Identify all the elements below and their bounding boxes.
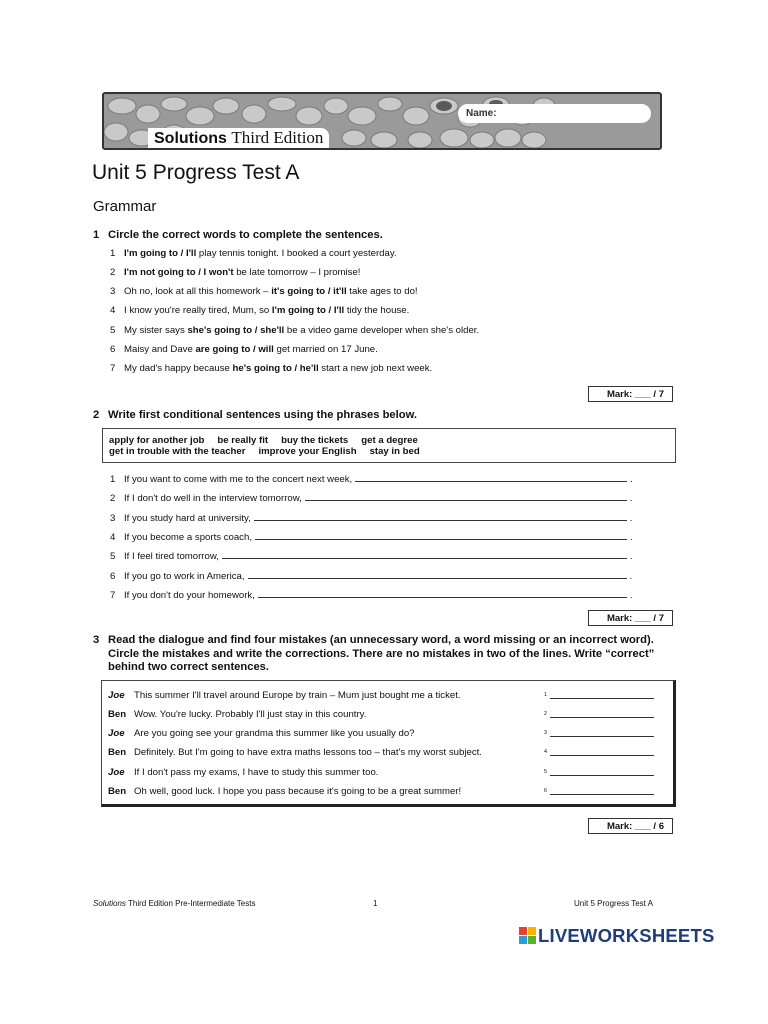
correction-field[interactable]	[544, 785, 654, 797]
q1-item	[110, 286, 418, 297]
phrase: apply for another job	[109, 435, 205, 446]
speaker-name: Ben	[108, 747, 127, 758]
item-number: 3	[110, 286, 116, 297]
item-number: 4	[110, 532, 116, 543]
phrase: get a degree	[361, 435, 418, 446]
correction-field[interactable]	[544, 689, 654, 701]
item-text: If you go to work in America,	[124, 571, 245, 582]
line-text[interactable]: This summer I'll travel around Europe by train – Mum just bought me a ticket.	[134, 690, 461, 701]
item-text-post: get married on 17 June.	[273, 344, 378, 355]
dialogue-line	[108, 767, 378, 778]
correction-line[interactable]	[550, 727, 654, 737]
answer-line[interactable]	[258, 588, 627, 598]
answer-line[interactable]	[355, 472, 627, 482]
correction-field[interactable]	[544, 708, 654, 720]
answer-end-period: .	[630, 474, 633, 485]
item-text: If I feel tired tomorrow,	[124, 551, 219, 562]
q1-item	[110, 248, 397, 259]
phrase: get in trouble with the teacher	[109, 446, 246, 457]
item-number: 2	[110, 267, 116, 278]
answer-end-period: .	[629, 590, 633, 601]
q2-heading	[93, 409, 417, 423]
q3-mark-box: Mark: ___ / 6	[588, 818, 673, 834]
line-text[interactable]: Oh well, good luck. I hope you pass because it's going to be a great summer!	[134, 786, 462, 797]
correction-field[interactable]	[544, 746, 654, 758]
correction-field[interactable]	[544, 727, 654, 739]
item-text-pre: My sister says	[124, 325, 188, 336]
item-text-post: start a new job next week.	[318, 363, 433, 374]
item-number: 5	[110, 551, 116, 562]
section-title: Grammar	[93, 198, 157, 215]
name-label: Name:	[466, 108, 497, 119]
answer-end-period: .	[629, 513, 633, 524]
q2-item	[110, 588, 633, 601]
q2-item	[110, 491, 632, 504]
correction-line[interactable]	[550, 766, 654, 776]
speaker-name: Joe	[108, 690, 125, 701]
answer-end-period: .	[629, 551, 633, 562]
correction-line[interactable]	[550, 708, 654, 718]
item-text-post: be a video game developer when she's older.	[284, 325, 480, 336]
q1-heading	[93, 229, 383, 243]
answer-end-period: .	[629, 532, 633, 543]
page-title: Unit 5 Progress Test A	[92, 161, 300, 184]
liveworksheets-logo-icon	[519, 927, 536, 944]
q2-item	[110, 472, 633, 485]
item-number: 2	[110, 493, 116, 504]
item-number: 6	[110, 344, 116, 355]
q2-number: 2	[93, 409, 100, 421]
item-text-pre: I know you're really tired, Mum, so	[124, 305, 272, 316]
phrase-row-2	[109, 446, 675, 457]
line-text[interactable]: Definitely. But I'm going to have extra maths lessons too – that's my worst subject.	[134, 747, 482, 758]
q3-number: 3	[93, 634, 100, 646]
q2-mark-box: Mark: ___ / 7	[588, 610, 673, 626]
answer-line[interactable]	[248, 569, 627, 579]
item-text-post: tidy the house.	[344, 305, 410, 316]
speaker-name: Ben	[108, 709, 127, 720]
correction-number: 2	[544, 710, 548, 717]
q1-instruction: Circle the correct words to complete the sentences.	[108, 229, 383, 241]
page-number: 1	[373, 899, 378, 908]
dialogue-box	[101, 680, 676, 807]
phrase: improve your English	[258, 446, 357, 457]
q1-item	[110, 344, 378, 355]
item-text-pre: Maisy and Dave	[124, 344, 196, 355]
dialogue-line	[108, 690, 461, 701]
item-number: 1	[110, 248, 116, 259]
item-choice[interactable]: are going to / will	[195, 344, 274, 355]
item-number: 1	[110, 474, 116, 485]
item-number: 4	[110, 305, 116, 316]
item-choice[interactable]: it's going to / it'll	[271, 286, 347, 297]
brand-bold: Solutions	[154, 130, 227, 147]
phrase: stay in bed	[369, 446, 420, 457]
phrase: buy the tickets	[281, 435, 349, 446]
phrase-box	[102, 428, 676, 463]
item-choice[interactable]: she's going to / she'll	[187, 325, 285, 336]
q1-item	[110, 305, 409, 316]
footer-left-italic: Solutions	[93, 899, 126, 908]
dialogue-line	[108, 786, 461, 797]
brand-logo	[148, 128, 329, 148]
item-choice[interactable]: he's going to / he'll	[232, 363, 319, 374]
correction-line[interactable]	[550, 785, 654, 795]
item-choice[interactable]: I'm not going to / I won't	[124, 267, 234, 278]
answer-line[interactable]	[222, 549, 627, 559]
dialogue-line	[108, 747, 482, 758]
speaker-name: Ben	[108, 786, 127, 797]
q1-item	[110, 267, 360, 278]
item-text-post: play tennis tonight. I booked a court yesterday.	[196, 248, 397, 259]
item-choice[interactable]: I'm going to / I'll	[271, 305, 345, 316]
item-number: 5	[110, 325, 116, 336]
correction-line[interactable]	[550, 689, 654, 699]
item-text-pre: My dad's happy because	[124, 363, 233, 374]
q2-item	[110, 549, 633, 562]
q3-instruction-3: behind two correct sentences.	[108, 661, 270, 673]
answer-end-period: .	[629, 571, 633, 582]
item-text: If I don't do well in the interview tomorrow,	[124, 493, 302, 504]
line-text[interactable]: Wow. You're lucky. Probably I'll just stay in this country.	[134, 709, 367, 720]
q3-heading	[93, 634, 654, 675]
answer-line[interactable]	[305, 491, 627, 501]
footer-right: Unit 5 Progress Test A	[574, 899, 653, 908]
q1-item	[110, 363, 432, 374]
q1-item	[110, 325, 479, 336]
q3-instruction-1: Read the dialogue and find four mistakes (an unnecessary word, a word missing or an incorrect word).	[108, 634, 654, 646]
item-number: 7	[110, 590, 116, 601]
item-text-post: take ages to do!	[346, 286, 418, 297]
brand-regular: Third Edition	[231, 128, 324, 147]
q2-item	[110, 530, 633, 543]
q3-instruction-2: Circle the mistakes and write the corrections. There are no mistakes in two of the lines. Write “correct”	[108, 647, 655, 660]
item-choice[interactable]: I'm going to / I'll	[124, 248, 197, 259]
answer-end-period: .	[629, 493, 633, 504]
name-field[interactable]	[458, 104, 651, 123]
liveworksheets-watermark[interactable]	[519, 925, 715, 947]
q2-item	[110, 511, 632, 524]
item-number: 3	[110, 513, 116, 524]
correction-field[interactable]	[544, 766, 654, 778]
answer-line[interactable]	[254, 511, 627, 521]
phrase: be really fit	[217, 435, 269, 446]
item-text: If you study hard at university,	[124, 513, 251, 524]
correction-line[interactable]	[550, 746, 654, 756]
item-number: 6	[110, 571, 116, 582]
q1-number: 1	[93, 229, 100, 241]
dialogue-line	[108, 728, 415, 739]
correction-number: 3	[544, 729, 548, 736]
line-text[interactable]: If I don't pass my exams, I have to study this summer too.	[134, 767, 379, 778]
footer-left-rest: Third Edition Pre-Intermediate Tests	[125, 899, 256, 908]
q1-mark-box: Mark: ___ / 7	[588, 386, 673, 402]
line-text[interactable]: Are you going see your grandma this summer like you usually do?	[134, 728, 415, 739]
item-text: If you want to come with me to the concert next week,	[124, 474, 353, 485]
liveworksheets-text: LIVEWORKSHEETS	[538, 925, 715, 946]
correction-number: 1	[544, 691, 548, 698]
correction-number: 5	[544, 768, 548, 775]
correction-number: 6	[544, 787, 548, 794]
item-text: If you don't do your homework,	[124, 590, 255, 601]
correction-number: 4	[544, 748, 548, 755]
item-text-pre: Oh no, look at all this homework –	[124, 286, 272, 297]
item-number: 7	[110, 363, 116, 374]
phrase-row-1	[109, 435, 675, 446]
q2-instruction: Write first conditional sentences using the phrases below.	[108, 409, 417, 421]
item-text-post: be late tomorrow – I promise!	[233, 267, 361, 278]
dialogue-line	[108, 709, 366, 720]
speaker-name: Joe	[108, 728, 125, 739]
item-text: If you become a sports coach,	[124, 532, 252, 543]
q2-item	[110, 569, 632, 582]
speaker-name: Joe	[108, 767, 125, 778]
answer-line[interactable]	[255, 530, 627, 540]
footer-left	[93, 899, 255, 908]
